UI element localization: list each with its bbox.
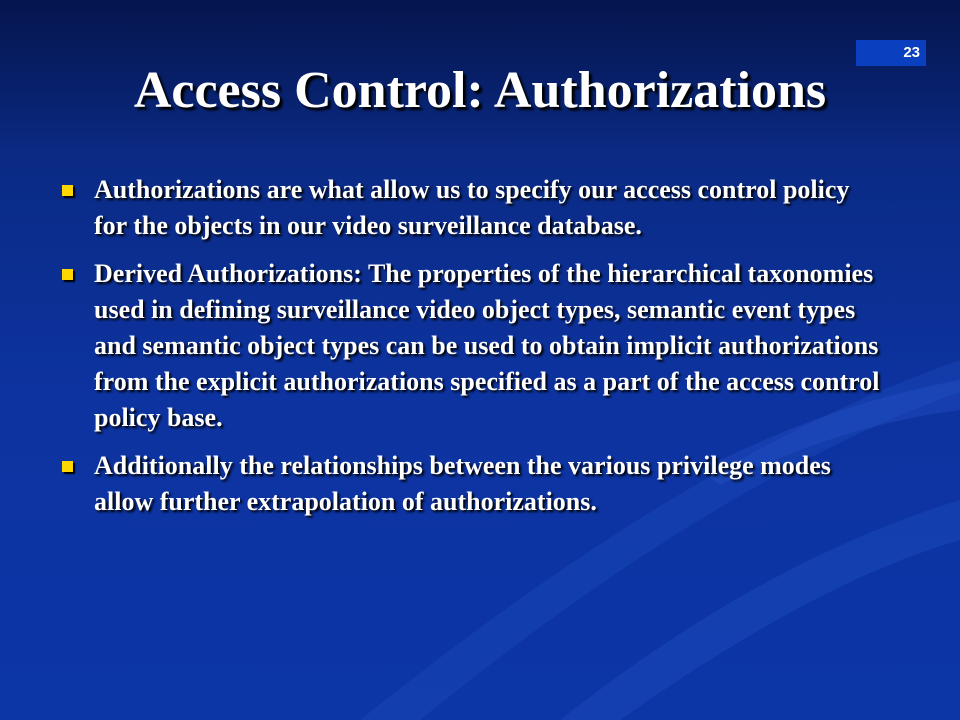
bullet-item <box>60 172 880 244</box>
square-bullet-icon <box>62 185 73 196</box>
bullet-list <box>60 172 880 532</box>
slide-number: 23 <box>856 40 926 66</box>
slide-title: Access Control: Authorizations <box>133 62 827 119</box>
bullet-text: Authorizations are what allow us to specify our access control policy for the objects in our video surveillance database. <box>94 175 850 240</box>
bullet-item <box>60 448 880 520</box>
square-bullet-icon <box>62 269 73 280</box>
bullet-text: Additionally the relationships between the various privilege modes allow further extrapolation of authorizations. <box>94 451 831 516</box>
square-bullet-icon <box>62 461 73 472</box>
bullet-item <box>60 256 880 436</box>
bullet-text: Derived Authorizations: The properties of the hierarchical taxonomies used in defining surveillance video object types, semantic event types and semantic object types can be used to obtain implicit authorizations from the explicit authorizations specified as a part of the access control policy base. <box>94 259 880 432</box>
